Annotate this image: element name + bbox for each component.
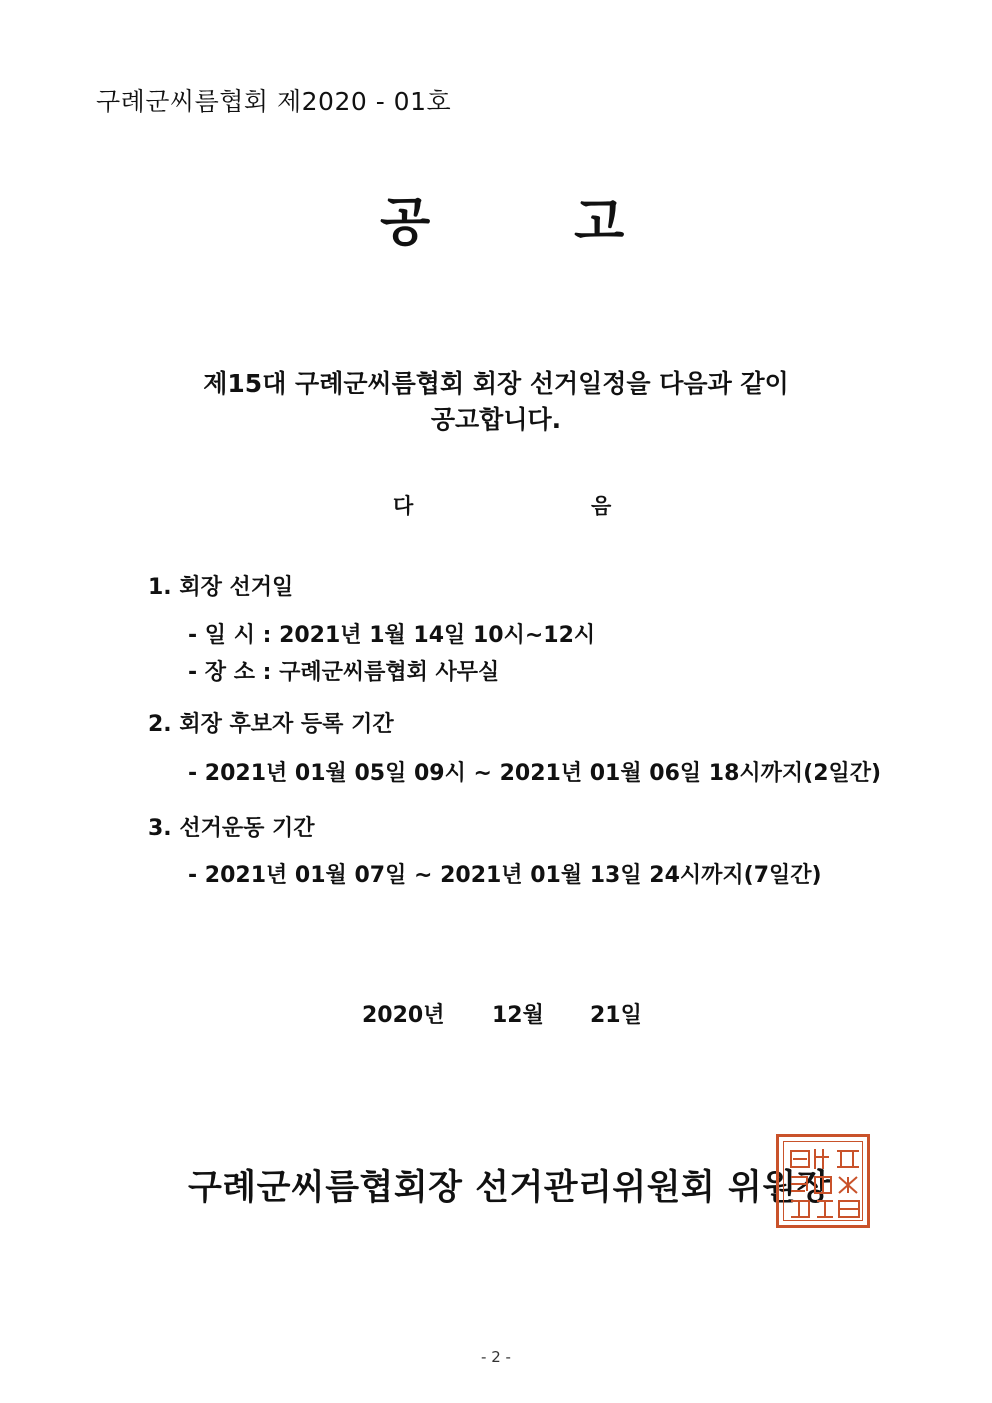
section-2-item-1: - 2021년 01월 05일 09시 ~ 2021년 01월 06일 18시까지(2일간) — [188, 761, 882, 786]
date-year: 2020년 — [362, 1003, 445, 1028]
seal-pattern-icon — [779, 1137, 873, 1231]
official-seal-icon — [776, 1134, 870, 1228]
lead-line-2: 공고합니다. — [430, 405, 562, 434]
page-number: - 2 - — [481, 1348, 511, 1366]
section-heading-1: 1. 회장 선거일 — [148, 575, 294, 600]
section-heading-3: 3. 선거운동 기간 — [148, 816, 315, 841]
section-1-item-2: - 장 소 : 구례군씨름협회 사무실 — [188, 660, 500, 685]
lead-line-1: 제15대 구례군씨름협회 회장 선거일정을 다음과 같이 — [203, 369, 789, 398]
section-3-item-1: - 2021년 01월 07일 ~ 2021년 01월 13일 24시까지(7일간) — [188, 863, 822, 888]
title-char-2: 고 — [574, 193, 625, 253]
section-heading-2: 2. 회장 후보자 등록 기간 — [148, 712, 394, 737]
date-day: 21일 — [590, 1003, 642, 1028]
da-eum-char-2: 음 — [591, 494, 612, 518]
title-char-1: 공 — [380, 193, 431, 253]
section-1-item-1: - 일 시 : 2021년 1월 14일 10시~12시 — [188, 623, 596, 648]
signature-line: 구례군씨름협회장 선거관리위원회 위원장 — [188, 1168, 831, 1208]
date-month: 12월 — [492, 1003, 544, 1028]
document-number: 구례군씨름협회 제2020 - 01호 — [96, 87, 452, 116]
da-eum-char-1: 다 — [393, 494, 414, 518]
